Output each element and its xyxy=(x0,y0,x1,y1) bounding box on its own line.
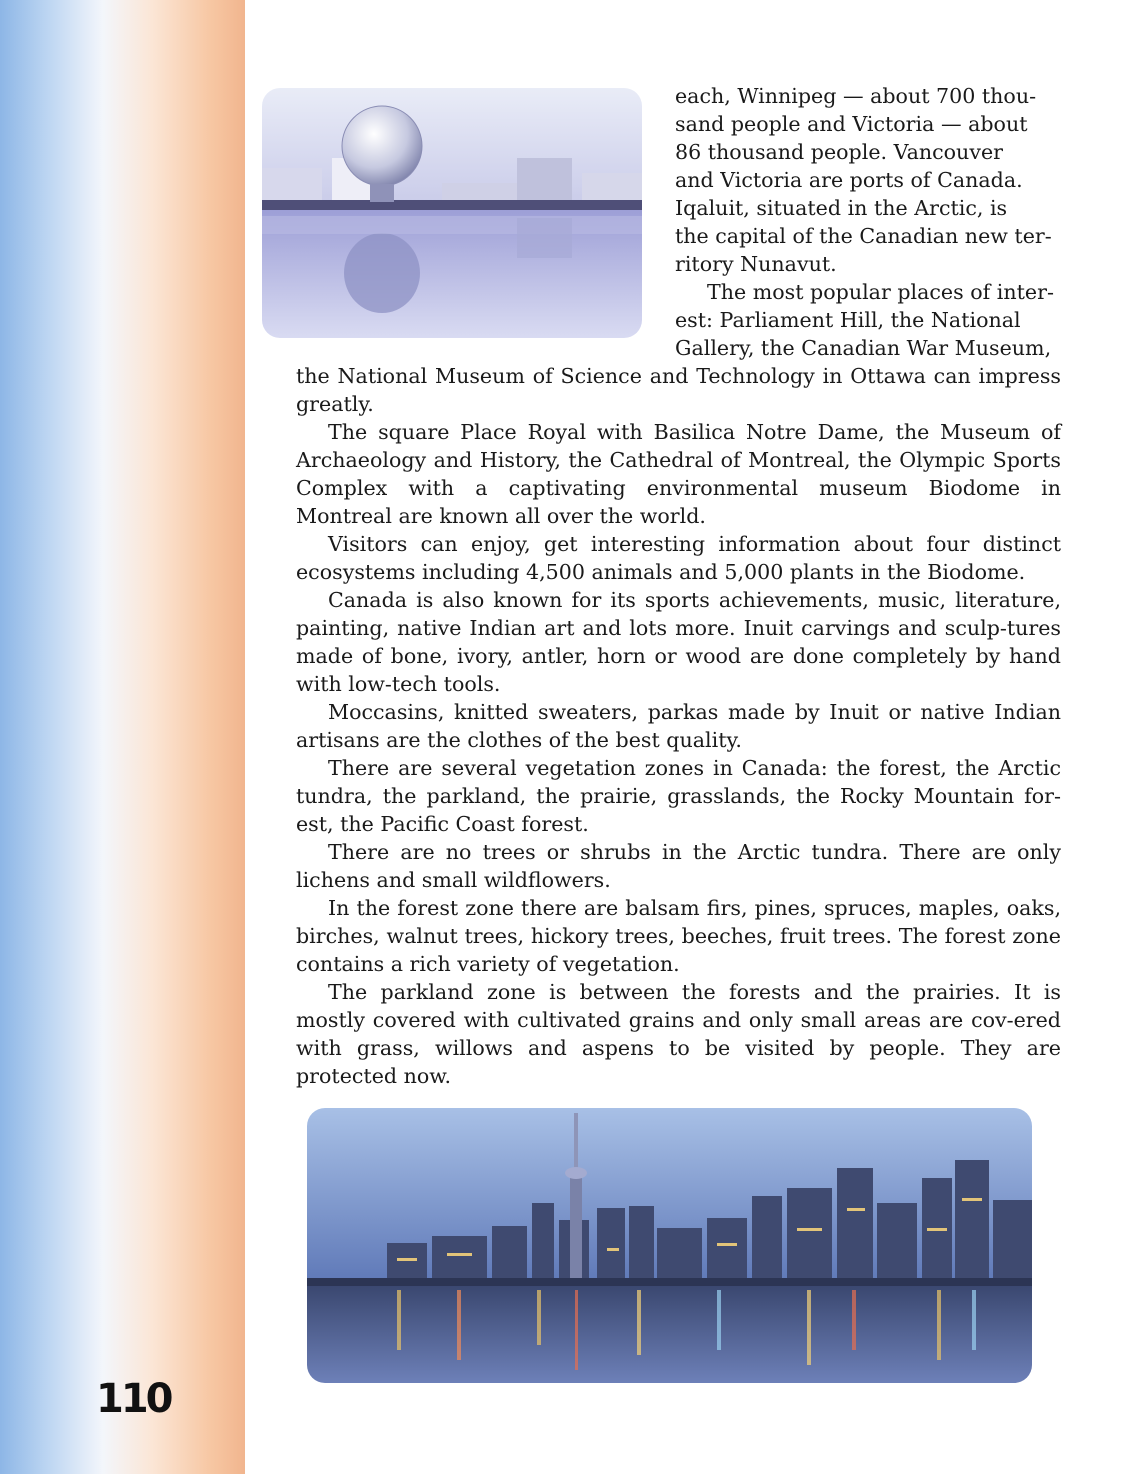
paragraph-arts: Canada is also known for its sports achievements, music, literature, painting, native Indian art and lots more. Inuit carvings and sculp-tures made of bone, ivory, antler, horn or wood are done completely by hand with low-tech tools. xyxy=(296,588,1061,696)
paragraph-forest-zone: In the forest zone there are balsam firs, pines, spruces, maples, oaks, birches, walnut trees, hickory trees, beeches, fruit trees. The forest zone contains a rich variety of vegetation. xyxy=(296,896,1061,976)
photo-city-skyline xyxy=(307,1108,1032,1383)
paragraph-clothes: Moccasins, knitted sweaters, parkas made by Inuit or native Indian artisans are the clothes of the best quality. xyxy=(296,700,1061,752)
paragraph-parkland-zone: The parkland zone is between the forests and the prairies. It is mostly covered with cultivated grains and only small areas are cov-ered with grass, willows and aspens to be visited by people. They are protected now. xyxy=(296,980,1061,1088)
decorative-side-band xyxy=(0,0,245,1474)
paragraph-place-royal: The square Place Royal with Basilica Notre Dame, the Museum of Archaeology and History, the Cathedral of Montreal, the Olympic Sports Complex with a captivating environmental museum Biodome in Montreal are known all over the world. xyxy=(296,420,1061,528)
page-number: 110 xyxy=(96,1376,171,1422)
paragraph-vegetation-zones: There are several vegetation zones in Canada: the forest, the Arctic tundra, the parkland, the prairie, grasslands, the Rocky Mountain for-est, the Pacific Coast forest. xyxy=(296,756,1061,836)
paragraph-arctic-tundra: There are no trees or shrubs in the Arctic tundra. There are only lichens and small wildflowers. xyxy=(296,840,1061,892)
photo-geodesic-dome xyxy=(262,88,642,338)
paragraph-continuation: the National Museum of Science and Technology in Ottawa can impress greatly. xyxy=(296,364,1061,416)
wrap-paragraph-b: The most popular places of inter- est: Parliament Hill, the National Gallery, the Canadian War Museum, xyxy=(675,280,1054,360)
wrap-paragraph-a: each, Winnipeg — about 700 thou- sand people and Victoria — about 86 thousand people. Vancouver and Victoria are ports of Canada. Iqaluit, situated in the Arctic, is the capital of the Canadian new ter- ritory Nunavut. xyxy=(675,84,1052,276)
paragraph-biodome: Visitors can enjoy, get interesting information about four distinct ecosystems including 4,500 animals and 5,000 plants in the Biodome. xyxy=(296,532,1061,584)
